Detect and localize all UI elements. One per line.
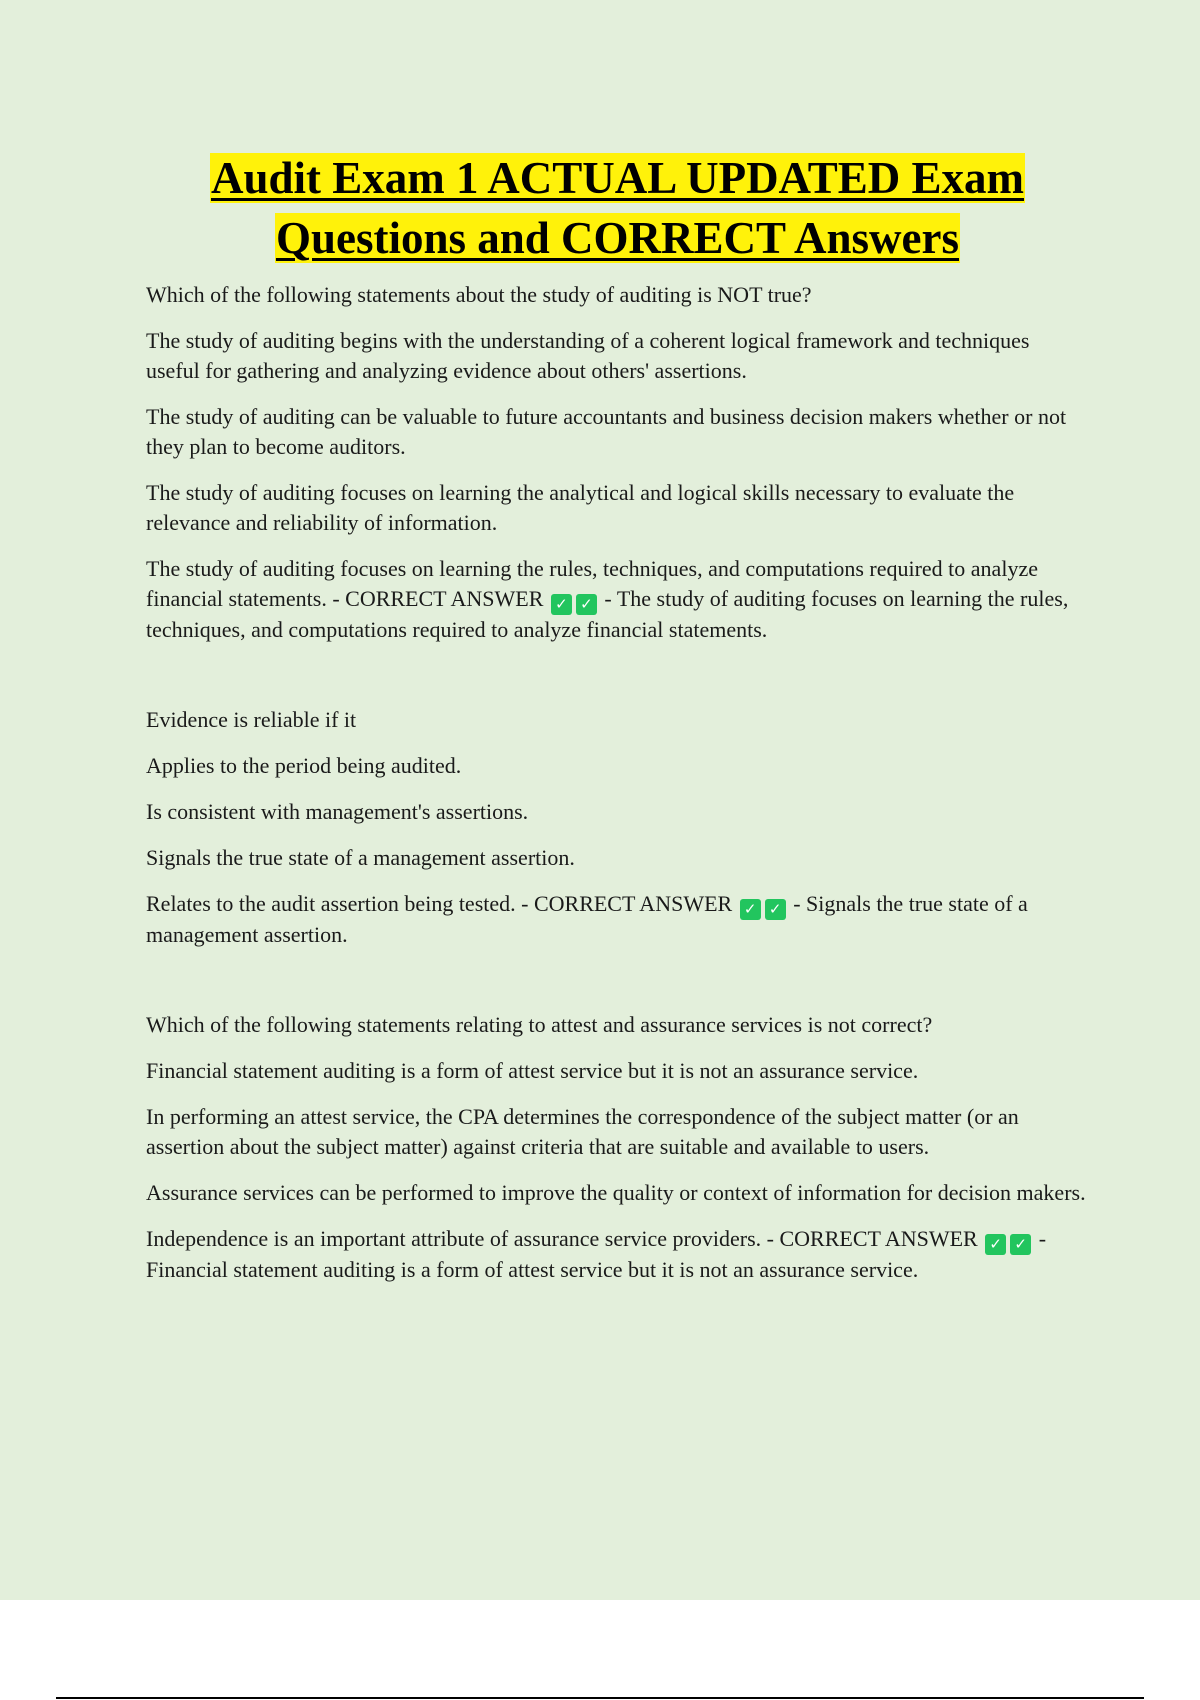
answer-text: - Financial statement auditing is a form of attest service but it is not an assurance service.	[146, 1226, 1047, 1282]
question-block-1	[146, 280, 1086, 645]
question-block-3	[146, 1010, 1086, 1285]
check-mark-icon: ✓	[576, 594, 597, 615]
check-mark-icon: ✓	[765, 899, 786, 920]
option-text: The study of auditing focuses on learning the analytical and logical skills necessary to evaluate the relevance and reliability of information.	[146, 480, 1015, 535]
question-block-2	[146, 705, 1086, 950]
question-text: Which of the following statements relating to attest and assurance services is not correct?	[146, 1012, 933, 1037]
option-text: Relates to the audit assertion being tested. - CORRECT ANSWER	[146, 891, 733, 916]
option-text: Is consistent with management's assertions.	[146, 799, 529, 824]
option-text: Applies to the period being audited.	[146, 753, 462, 778]
title-line-1: Audit Exam 1 ACTUAL UPDATED Exam	[210, 153, 1024, 203]
option-with-answer	[146, 554, 1086, 645]
option-text: Financial statement auditing is a form of attest service but it is not an assurance service.	[146, 1058, 919, 1083]
option-text: Independence is an important attribute of assurance service providers. - CORRECT ANSWER	[146, 1226, 978, 1251]
title-line-2: Questions and CORRECT Answers	[275, 213, 960, 263]
question-text: Which of the following statements about the study of auditing is NOT true?	[146, 282, 812, 307]
option-text: In performing an attest service, the CPA determines the correspondence of the subject matter (or an assertion about the subject matter) against criteria that are suitable and available to users.	[146, 1104, 1019, 1159]
document-title	[0, 148, 1200, 268]
answer-text: - The study of auditing focuses on learning the rules, techniques, and computations required to analyze financial statements.	[146, 586, 1069, 642]
check-mark-icon: ✓	[985, 1234, 1006, 1255]
question-text: Evidence is reliable if it	[146, 707, 357, 732]
option-with-answer	[146, 889, 1086, 950]
option-with-answer	[146, 1224, 1086, 1285]
check-mark-icon: ✓	[1010, 1234, 1031, 1255]
option-text: The study of auditing begins with the understanding of a coherent logical framework and techniques useful for gathering and analyzing evidence about others' assertions.	[146, 328, 1030, 383]
option-text: Signals the true state of a management assertion.	[146, 845, 575, 870]
check-mark-icon: ✓	[551, 594, 572, 615]
check-mark-icon: ✓	[740, 899, 761, 920]
option-text: Assurance services can be performed to improve the quality or context of information for decision makers.	[146, 1180, 1086, 1205]
option-text: The study of auditing can be valuable to future accountants and business decision makers whether or not they plan to become auditors.	[146, 404, 1067, 459]
footer-divider	[56, 1697, 1144, 1699]
answer-text: - Signals the true state of a management assertion.	[146, 891, 1028, 947]
option-text: The study of auditing focuses on learning the rules, techniques, and computations required to analyze financial statements. - CORRECT ANSWER	[146, 556, 1038, 611]
document-body	[146, 280, 1086, 1345]
